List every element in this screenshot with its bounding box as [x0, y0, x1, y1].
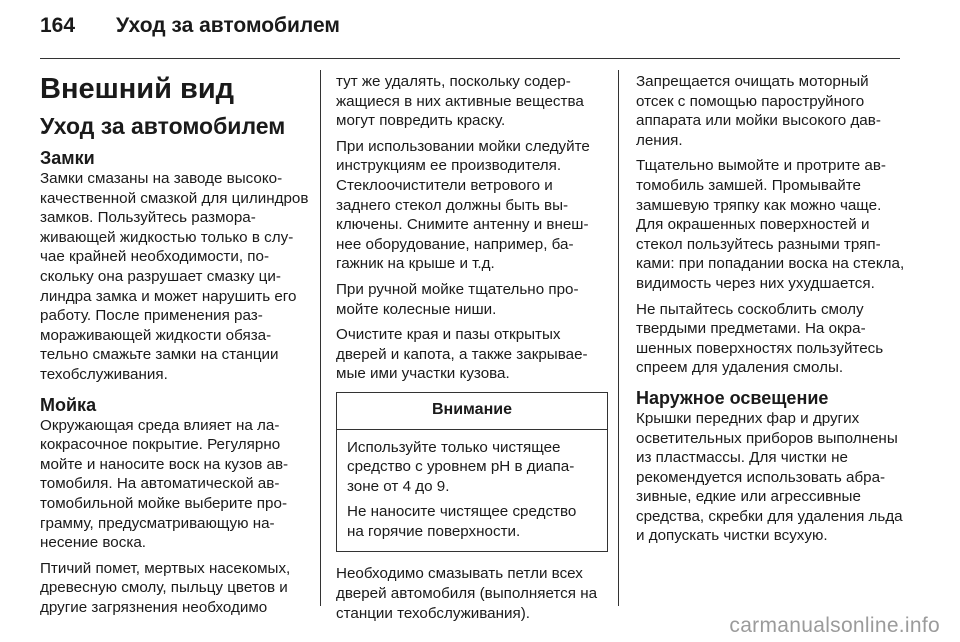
- washing-heading: Мойка: [40, 394, 97, 415]
- paragraph: Не пытайтесь соскоблить смолу твердыми предметами. На окрашенных поверхностях пользуйтесь спреем для удаления смолы.: [636, 300, 884, 377]
- paragraph: При ручной мойке тщательно промойте колесные ниши.: [336, 280, 579, 318]
- column-2: [336, 72, 608, 629]
- subsection-title: Уход за автомобилем: [40, 113, 286, 139]
- running-title: Уход за автомобилем: [116, 14, 340, 37]
- page-number: 164: [40, 14, 76, 37]
- lighting-text: Крышки передних фар и других осветительных приборов выполнены из пластмассы. Для чистки не рекомендуется использовать абразивные, едкие или агрессивные средства, скребки для удаления льда и допускать чистки всухую.: [636, 409, 903, 545]
- paragraph: Необходимо смазывать петли всех дверей автомобиля (выполняется на станции техобслуживания).: [336, 565, 598, 622]
- paragraph: Тщательно вымойте и протрите автомобиль замшей. Промывайте замшевую тряпку как можно чаще. Для окрашенных поверхностей и стекол пользуйтесь разными тряпками: при попадании воска на стекла, видимость через них ухудшается.: [636, 157, 905, 292]
- notice-text: Не наносите чистящее средство на горячие поверхности.: [347, 503, 577, 540]
- paragraph: тут же удалять, поскольку содержащиеся в них активные вещества могут повредить краску.: [336, 73, 584, 130]
- paragraph: Очистите края и пазы открытых дверей и капота, а также закрываемые ими участки кузова.: [336, 326, 588, 383]
- column-3: [636, 72, 908, 552]
- washing-text-2: Птичий помет, мертвых насекомых, древесную смолу, пыльцу цветов и другие загрязнения необходимо: [40, 559, 291, 616]
- notice-body: [337, 430, 607, 552]
- watermark: carmanualsonline.info: [729, 614, 940, 637]
- column-1: [40, 72, 312, 623]
- header-rule: [40, 58, 900, 59]
- column-divider-1: [320, 70, 321, 606]
- notice-text: Используйте только чистящее средство с уровнем pH в диапазоне от 4 до 9.: [347, 438, 575, 495]
- paragraph: Запрещается очищать моторный отсек с помощью пароструйного аппарата или мойки высокого давления.: [636, 73, 881, 149]
- notice-box: [336, 392, 608, 553]
- locks-heading: Замки: [40, 148, 95, 168]
- washing-text-1: Окружающая среда влияет на лакокрасочное покрытие. Регулярно мойте и наносите воск на кузов автомобиля. На автоматической автомобильной мойке выберите программу, предусматривающую нанесение воска.: [40, 416, 289, 552]
- lighting-heading: Наружное освещение: [636, 387, 829, 408]
- section-title: Внешний вид: [40, 73, 235, 105]
- paragraph: При использовании мойки следуйте инструкциям ее производителя. Стеклоочистители ветрового и заднего стекол должны быть выключены. Снимите антенну и внешнее оборудование, например, багажник на крыше и т.д.: [336, 137, 590, 273]
- column-divider-2: [618, 70, 619, 606]
- page-header: [40, 14, 340, 46]
- locks-text: Замки смазаны на заводе высококачественной смазкой для цилиндров замков. Пользуйтесь размораживающей жидкостью только в случае крайней необходимости, поскольку она разрушает смазку цилиндра замка и может нарушить его работу. После применения размораживающей жидкости обязательно смажьте замки на станции техобслуживания.: [40, 170, 309, 383]
- notice-title: Внимание: [337, 393, 607, 430]
